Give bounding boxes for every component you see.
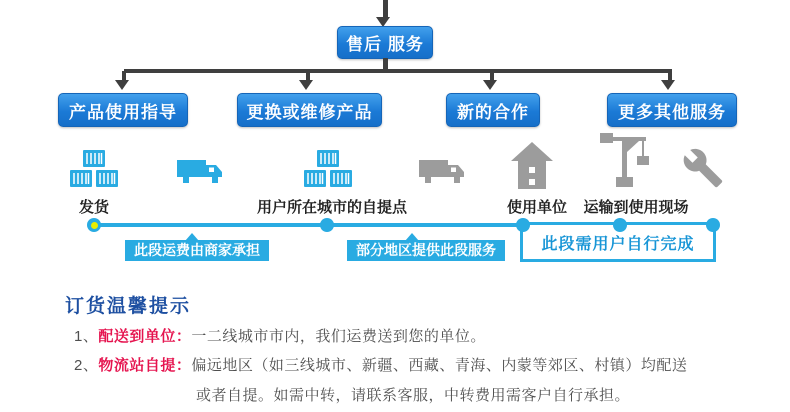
tip-text: 或者自提。如需中转，请联系客服，中转费用需客户自行承担。 [196, 387, 631, 404]
tip-number: 1、 [74, 328, 99, 345]
station-label-user-unit: 使用单位 [506, 199, 567, 216]
timeline-dot [320, 218, 334, 232]
arrow-down-icon [115, 80, 129, 90]
building-icon [510, 141, 554, 195]
truck-icon [418, 158, 466, 192]
tip-text: 偏远地区（如三线城市、新疆、西藏、青海、内蒙等郊区、村镇）均配送 [191, 357, 688, 374]
branch-node-product-guidance[interactable]: 产品使用指导 [58, 93, 188, 127]
wrench-icon [682, 147, 724, 194]
timeline-dot [516, 218, 530, 232]
branch-node-replace-repair[interactable]: 更换或维修产品 [237, 93, 382, 127]
tip-item-2 [74, 354, 687, 375]
arrow-down-icon [299, 80, 313, 90]
cargo-boxes-icon [302, 149, 354, 194]
station-label-pickup-point: 用户所在城市的自提点 [256, 199, 407, 216]
crane-icon [597, 132, 655, 193]
segment-label-partial-service: 部分地区提供此段服务 [347, 240, 505, 261]
root-node-after-sales-service[interactable]: 售后 服务 [337, 26, 433, 59]
segment-label-user-complete: 此段需用户自行完成 [520, 222, 716, 262]
branch-node-new-cooperation[interactable]: 新的合作 [446, 93, 540, 127]
tip-highlight: 配送到单位： [98, 328, 192, 345]
branch-node-more-services[interactable]: 更多其他服务 [607, 93, 737, 127]
tip-text: 一二线城市市内，我们运费送到您的单位。 [191, 328, 486, 345]
tip-item-1 [74, 325, 486, 346]
timeline-dot [613, 218, 627, 232]
tips-title: 订货温馨提示 [65, 296, 192, 317]
timeline-dot [706, 218, 720, 232]
tip-number: 2、 [74, 357, 99, 374]
arrow-down-icon [483, 80, 497, 90]
station-label-transport-to-site: 运输到使用现场 [583, 199, 689, 216]
timeline-dot-start [87, 218, 101, 232]
connector-trunk [383, 0, 388, 18]
truck-icon [176, 158, 224, 192]
station-label-shipping: 发货 [78, 199, 109, 216]
tip-item-2-continued [196, 384, 630, 405]
cargo-boxes-icon [68, 149, 120, 194]
arrow-down-icon [661, 80, 675, 90]
connector-hbar [124, 69, 672, 73]
tip-highlight: 物流站自提： [98, 357, 192, 374]
segment-label-merchant-freight: 此段运费由商家承担 [125, 240, 269, 261]
